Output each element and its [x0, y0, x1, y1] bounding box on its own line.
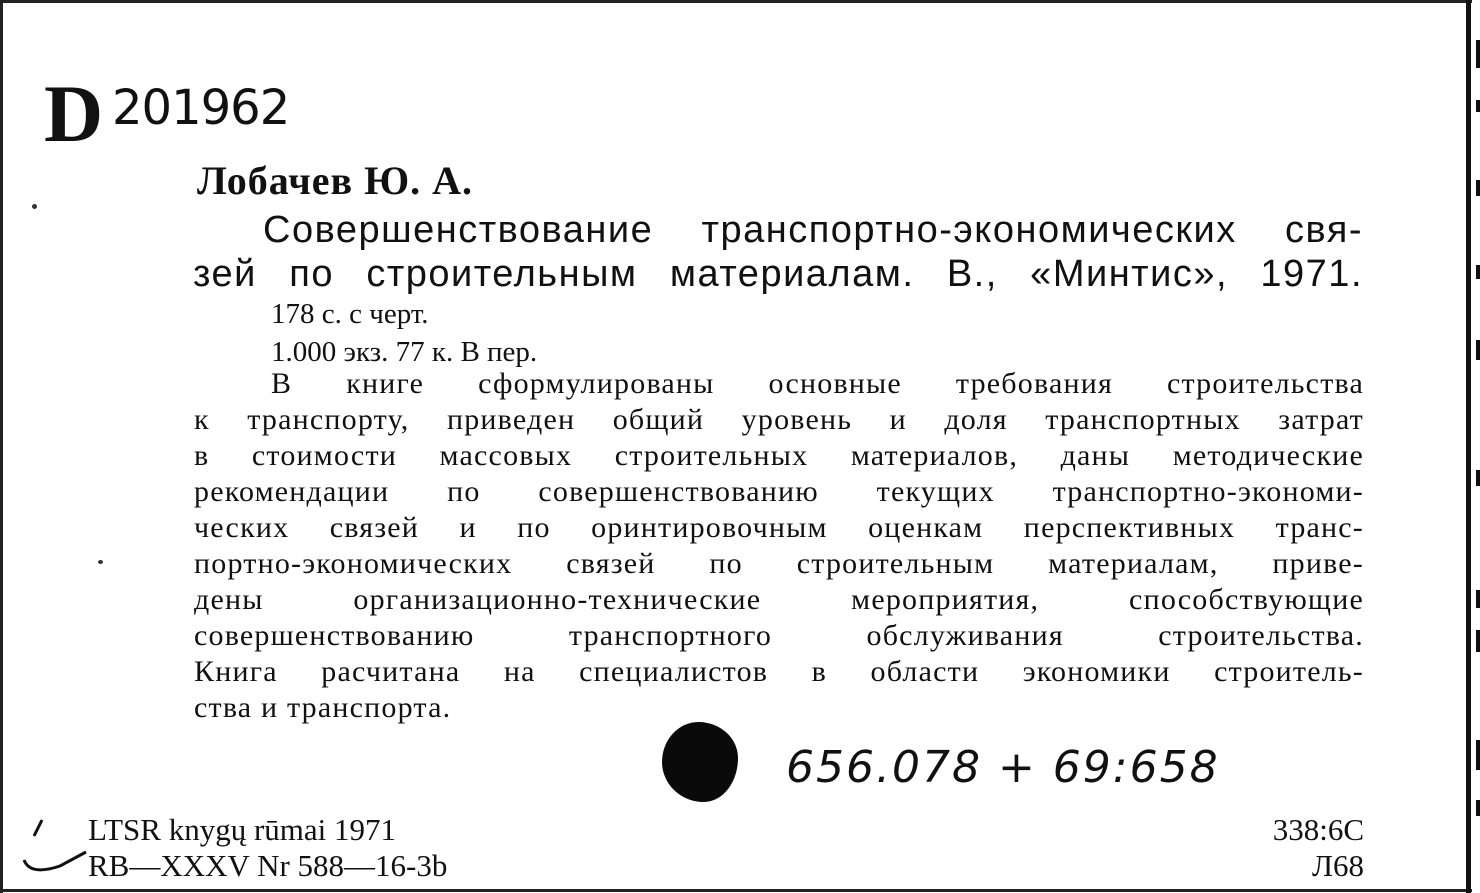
- annotation: [194, 366, 1364, 726]
- handwritten-classification: 656.078 + 69:658: [786, 742, 1220, 793]
- udc-code: 338:6C: [1272, 812, 1364, 847]
- card-border-bottom: [0, 889, 1472, 892]
- annotation-line: портно-экономических связей по строительным материалам, приве-: [194, 547, 1364, 580]
- stamp-number: 201962: [112, 80, 290, 136]
- edge-mark: [1476, 800, 1480, 816]
- author-name: Лобачев Ю. А.: [197, 158, 474, 203]
- edge-mark: [1476, 265, 1480, 279]
- title-line-1: Совершенствование транспортно-экономических свя-: [263, 209, 1363, 251]
- annotation-line: рекомендации по совершенствованию текущих транспортно-экономи-: [194, 475, 1364, 508]
- edge-mark: [1476, 630, 1480, 652]
- edge-mark: [1476, 740, 1480, 770]
- title-line-2: зей по строительным материалам. В., «Минтис», 1971.: [193, 253, 1363, 295]
- annotation-line: к транспорту, приведен общий уровень и доля транспортных затрат: [194, 403, 1364, 436]
- publisher-line: LTSR knygų rūmai 1971: [88, 812, 397, 847]
- annotation-line: В книге сформулированы основные требования строительства: [271, 367, 1364, 400]
- annotation-line: Книга расчитана на специалистов в области экономики строитель-: [194, 655, 1364, 688]
- annotation-line: в стоимости массовых строительных материалов, даны методические: [194, 439, 1364, 472]
- print-run-price: 1.000 экз. 77 к. В пер.: [271, 336, 538, 368]
- classification-block: [1273, 812, 1364, 884]
- annotation-line: совершенствованию транспортного обслуживания строительства.: [194, 619, 1364, 652]
- speck: [98, 560, 103, 564]
- pages-info: 178 с. с черт.: [271, 298, 429, 330]
- edge-mark: [1476, 340, 1480, 360]
- edge-mark: [1476, 40, 1480, 68]
- annotation-line: ческих связей и по оринтировочным оценкам перспективных транс-: [194, 511, 1364, 544]
- speck: [32, 204, 37, 209]
- edge-mark: [1476, 470, 1480, 486]
- annotation-line: ства и транспорта.: [194, 691, 452, 724]
- stamp-letter: D: [44, 68, 102, 159]
- card-border-left: [0, 0, 3, 893]
- edge-mark: [1476, 180, 1480, 196]
- registry-line: RB—XXXV Nr 588—16-3b: [88, 848, 448, 883]
- inventory-stamp: [44, 68, 304, 159]
- edge-mark: [1476, 100, 1480, 112]
- pen-hook-mark: [20, 818, 90, 878]
- annotation-line: дены организационно-технические мероприятия, способствующие: [194, 583, 1364, 616]
- card-border-right: [1466, 0, 1471, 893]
- ink-blot: [662, 722, 738, 802]
- card-border-top: [0, 0, 1472, 3]
- edge-mark: [1476, 590, 1480, 608]
- publisher-block: [88, 812, 447, 884]
- author-mark: Л68: [1311, 848, 1364, 883]
